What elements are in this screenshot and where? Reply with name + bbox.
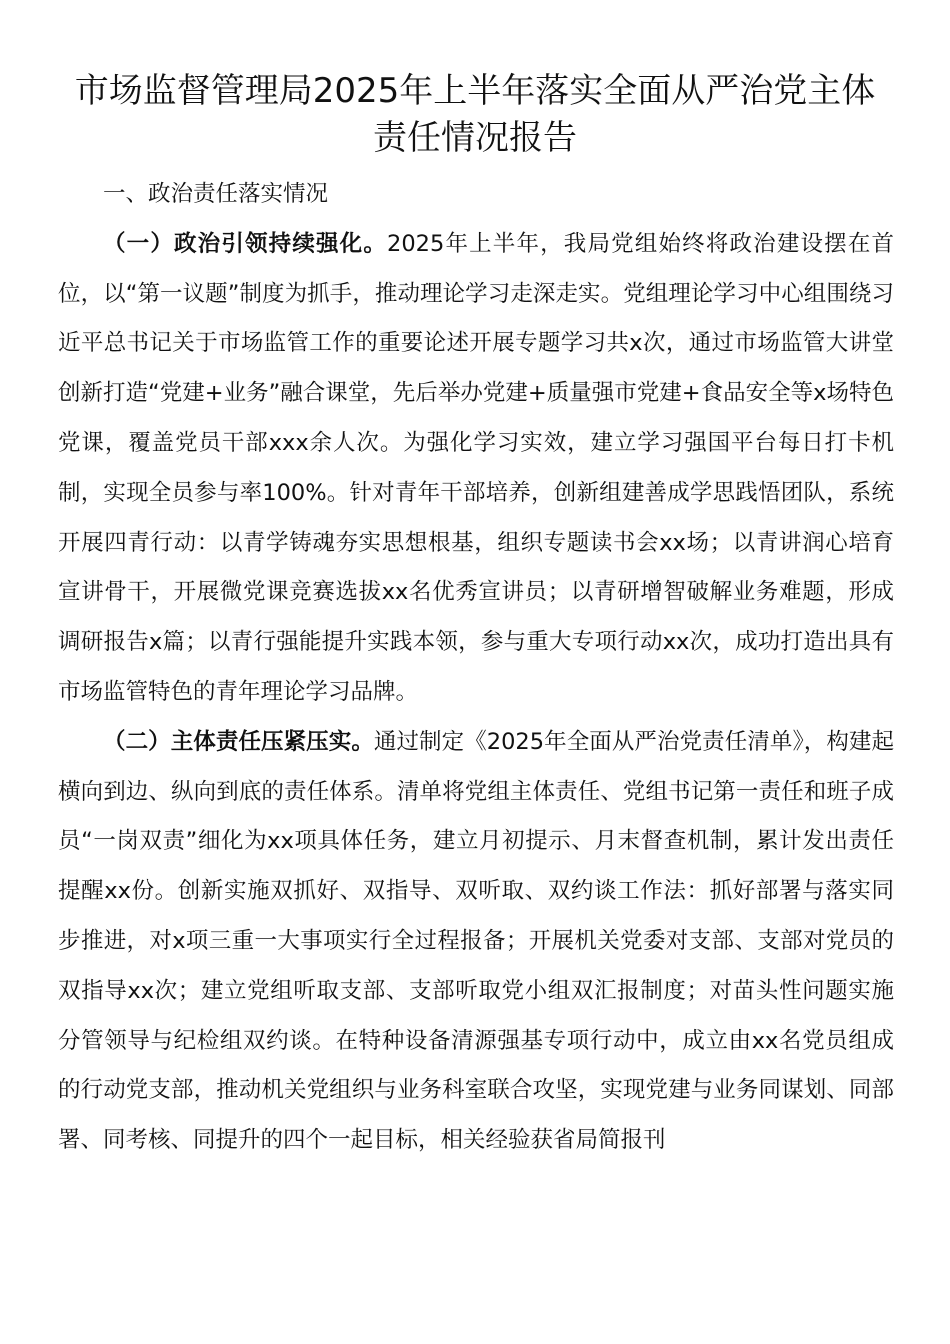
paragraph-lead: （一）政治引领持续强化。 bbox=[103, 230, 388, 257]
paragraph-political-leadership bbox=[58, 220, 894, 718]
paragraph-main-responsibility bbox=[58, 718, 894, 1166]
document-title: 市场监督管理局2025年上半年落实全面从严治党主体责任情况报告 bbox=[74, 71, 876, 158]
paragraph-lead: （二）主体责任压紧压实。 bbox=[103, 728, 374, 755]
document-body bbox=[58, 170, 894, 1166]
paragraph-text: 通过制定《2025年全面从严治党责任清单》，构建起横向到边、纵向到底的责任体系。清单将党组主体责任、党组书记第一责任和班子成员“一岗双责”细化为xx项具体任务，建立月初提示、月末督查机制，累计发出责任提醒xx份。创新实施双抓好、双指导、双听取、双约谈工作法：抓好部署与落实同步推进，对x项三重一大事项实行全过程报备；开展机关党委对支部、支部对党员的双指导xx次；建立党组听取支部、支部听取党小组双汇报制度；对苗头性问题实施分管领导与纪检组双约谈。在特种设备清源强基专项行动中，成立由xx名党员组成的行动党支部，推动机关党组织与业务科室联合攻坚，实现党建与业务同谋划、同部署、同考核、同提升的四个一起目标，相关经验获省局简报刊 bbox=[58, 728, 894, 1154]
paragraph-text: 2025年上半年，我局党组始终将政治建设摆在首位，以“第一议题”制度为抓手，推动理论学习走深走实。党组理论学习中心组围绕习近平总书记关于市场监管工作的重要论述开展专题学习共x次，通过市场监管大讲堂创新打造“党建+业务”融合课堂，先后举办党建+质量强市党建+食品安全等x场特色党课，覆盖党员干部xxx余人次。为强化学习实效，建立学习强国平台每日打卡机制，实现全员参与率100%。针对青年干部培养，创新组建善成学思践悟团队，系统开展四青行动：以青学铸魂夯实思想根基，组织专题读书会xx场；以青讲润心培育宣讲骨干，开展微党课竞赛选拔xx名优秀宣讲员；以青研增智破解业务难题，形成调研报告x篇；以青行强能提升实践本领，参与重大专项行动xx次，成功打造出具有市场监管特色的青年理论学习品牌。 bbox=[58, 230, 895, 705]
section-heading: 一、政治责任落实情况 bbox=[103, 181, 329, 207]
